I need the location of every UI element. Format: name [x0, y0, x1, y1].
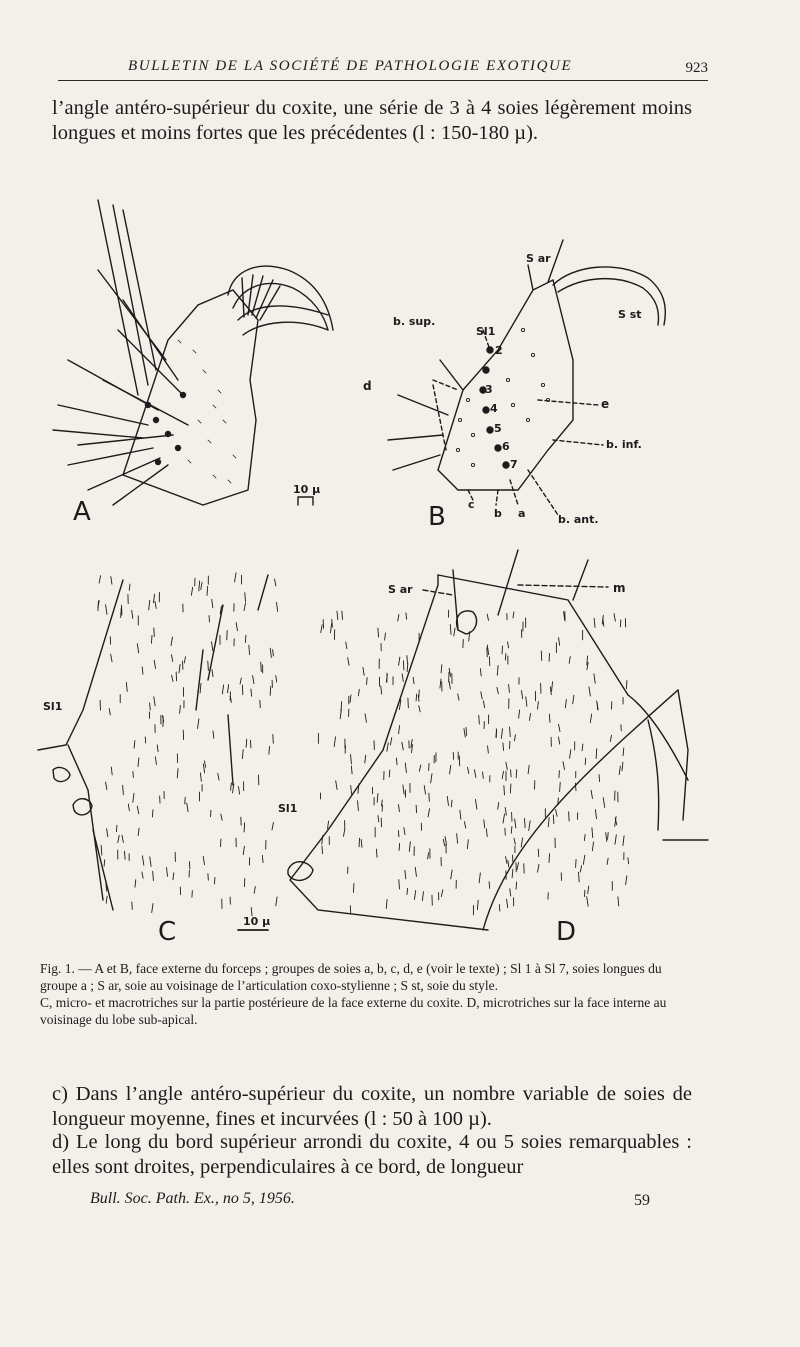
- label-d: d: [363, 379, 372, 393]
- panel-c-microtriches: [98, 573, 278, 916]
- panel-a-drawing: [53, 200, 333, 505]
- label-sl1-b: Sl1: [476, 325, 496, 338]
- panel-d-letter: D: [556, 917, 577, 947]
- label-sl2: 2: [495, 344, 503, 357]
- panel-b-letter: B: [428, 502, 446, 532]
- panel-a-scale-label: 10 µ: [293, 483, 321, 496]
- label-c: c: [468, 498, 475, 511]
- label-sl3: 3: [485, 383, 493, 396]
- label-b: b: [494, 507, 502, 520]
- label-e: e: [601, 397, 610, 411]
- header-rule: [58, 80, 708, 81]
- label-b-inf: b. inf.: [606, 438, 642, 451]
- label-sl4: 4: [490, 402, 498, 415]
- paragraph-d: d) Le long du bord supérieur arrondi du coxite, 4 ou 5 soies remarquables : elles sont droites, perpendiculaires à ce bord, de longueur: [52, 1131, 692, 1178]
- label-s-st: S st: [618, 308, 642, 321]
- panel-c-letter: C: [158, 917, 177, 947]
- figure-1: [28, 190, 788, 950]
- label-sl1-c: Sl1: [43, 700, 63, 713]
- journal-title: BULLETIN DE LA SOCIÉTÉ DE PATHOLOGIE EXOTIQUE: [128, 58, 573, 74]
- panel-a-letter: A: [73, 497, 91, 527]
- label-sl7: 7: [510, 458, 518, 471]
- panel-d-drawing: [288, 550, 708, 930]
- caption-line-2: C, micro- et macrotriches sur la partie postérieure de la face externe du coxite. D, microtriches sur la face interne au voisinage du lobe sub-apical.: [40, 995, 667, 1027]
- label-b-ant: b. ant.: [558, 513, 599, 526]
- page-number: 923: [685, 60, 708, 76]
- label-m: m: [613, 581, 626, 595]
- footer-sheet-number: 59: [634, 1192, 650, 1209]
- label-sl1-d: Sl1: [278, 802, 298, 815]
- label-b-sup: b. sup.: [393, 315, 436, 328]
- page-footer: [90, 1190, 650, 1208]
- label-a: a: [518, 507, 526, 520]
- intro-paragraph: l’angle antéro-supérieur du coxite, une série de 3 à 4 soies légèrement moins longues et moins fortes que les précédentes (l : 150-180 µ).: [52, 97, 692, 144]
- panel-b-drawing: [388, 240, 665, 515]
- panel-c-drawing: [38, 573, 278, 916]
- panel-d-microtriches: [318, 610, 628, 915]
- label-s-ar-b: S ar: [526, 252, 551, 265]
- running-header: [58, 52, 708, 82]
- label-s-ar-d: S ar: [388, 583, 413, 596]
- label-sl6: 6: [502, 440, 510, 453]
- label-sl5: 5: [494, 422, 502, 435]
- panel-c-scale-label: 10 µ: [243, 915, 271, 928]
- caption-line-1: Fig. 1. — A et B, face externe du forceps ; groupes de soies a, b, c, d, e (voir le texte) ; Sl 1 à Sl 7, soies longues du groupe a ; S ar, soie au voisinage de l’articulation coxo-stylienne ; S st, soie du style.: [40, 961, 662, 993]
- figure-drawing: [28, 190, 788, 950]
- paragraph-c: c) Dans l’angle antéro-supérieur du coxite, un nombre variable de soies de longueur moyenne, fines et incurvées (l : 50 à 100 µ).: [52, 1083, 692, 1130]
- footer-citation: Bull. Soc. Path. Ex., no 5, 1956.: [90, 1190, 295, 1207]
- figure-caption: [40, 960, 690, 1028]
